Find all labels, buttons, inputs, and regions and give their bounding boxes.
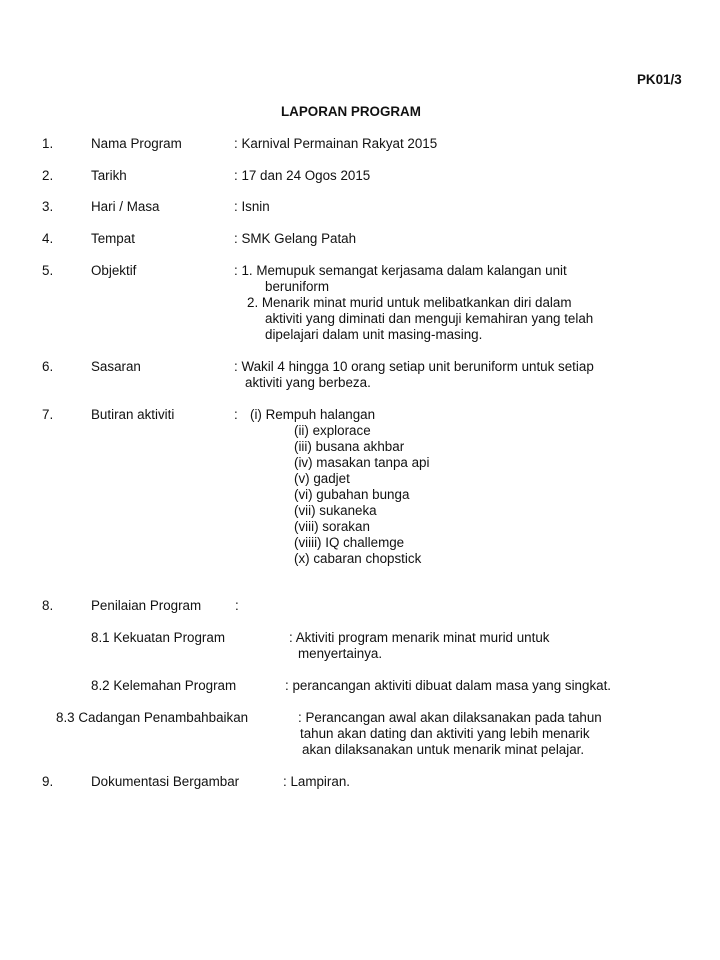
activity-item: (iv) masakan tanpa api [294,455,430,470]
item-2-label: Tarikh [91,168,127,183]
activity-item: (iii) busana akhbar [294,439,405,454]
page-title: LAPORAN PROGRAM [281,104,421,119]
item-1-number: 1. [42,136,54,151]
item-8-number: 8. [42,598,54,613]
activity-item: (vi) gubahan bunga [294,487,410,502]
objective-line: : 1. Memupuk semangat kerjasama dalam kalangan unit [234,263,567,278]
item-8-label: Penilaian Program [91,598,202,613]
item-7-colon: : [234,407,238,422]
item-3-label: Hari / Masa [91,199,160,214]
activity-item: (x) cabaran chopstick [294,551,422,566]
item-8-colon: : [235,598,239,613]
item-3-number: 3. [42,199,54,214]
item-1-value: : Karnival Permainan Rakyat 2015 [234,136,438,151]
evaluation-improvements-text: tahun akan dating dan aktiviti yang lebih menarik [300,726,590,741]
item-5-number: 5. [42,263,54,278]
item-6-number: 6. [42,359,54,374]
activity-item: (viii) sorakan [294,519,370,534]
objective-line: 2. Menarik minat murid untuk melibatkankan diri dalam [247,295,572,310]
target-line: aktiviti yang berbeza. [245,375,371,390]
item-5-label: Objektif [91,263,137,278]
item-9-label: Dokumentasi Bergambar [91,774,240,789]
evaluation-strengths-label: 8.1 Kekuatan Program [91,630,225,645]
item-9-value: : Lampiran. [283,774,350,789]
objective-line: dipelajari dalam unit masing-masing. [265,327,483,342]
evaluation-weaknesses-text: : perancangan aktiviti dibuat dalam masa yang singkat. [285,678,612,693]
item-3-value: : Isnin [234,199,270,214]
item-6-label: Sasaran [91,359,141,374]
item-7-label: Butiran aktiviti [91,407,175,422]
activity-item: (vii) sukaneka [294,503,377,518]
objective-line: aktiviti yang diminati dan menguji kemahiran yang telah [265,311,594,326]
evaluation-strengths-text: : Aktiviti program menarik minat murid untuk [289,630,550,645]
evaluation-improvements-label: 8.3 Cadangan Penambahbaikan [56,710,249,725]
evaluation-improvements-text: akan dilaksanakan untuk menarik minat pelajar. [302,742,585,757]
evaluation-strengths-text: menyertainya. [298,646,383,661]
item-2-number: 2. [42,168,54,183]
activity-item: (ii) explorace [294,423,371,438]
target-line: : Wakil 4 hingga 10 orang setiap unit beruniform untuk setiap [234,359,594,374]
item-4-number: 4. [42,231,54,246]
item-2-value: : 17 dan 24 Ogos 2015 [234,168,371,183]
evaluation-weaknesses-label: 8.2 Kelemahan Program [91,678,237,693]
item-1-label: Nama Program [91,136,182,151]
activity-item: (v) gadjet [294,471,350,486]
activity-item: (viiii) IQ challemge [294,535,405,550]
item-4-value: : SMK Gelang Patah [234,231,357,246]
objective-line: beruniform [265,279,330,294]
activity-item: (i) Rempuh halangan [250,407,376,422]
evaluation-improvements-text: : Perancangan awal akan dilaksanakan pada tahun [298,710,602,725]
item-4-label: Tempat [91,231,135,246]
item-9-number: 9. [42,774,54,789]
document-code: PK01/3 [637,72,682,87]
item-7-number: 7. [42,407,54,422]
